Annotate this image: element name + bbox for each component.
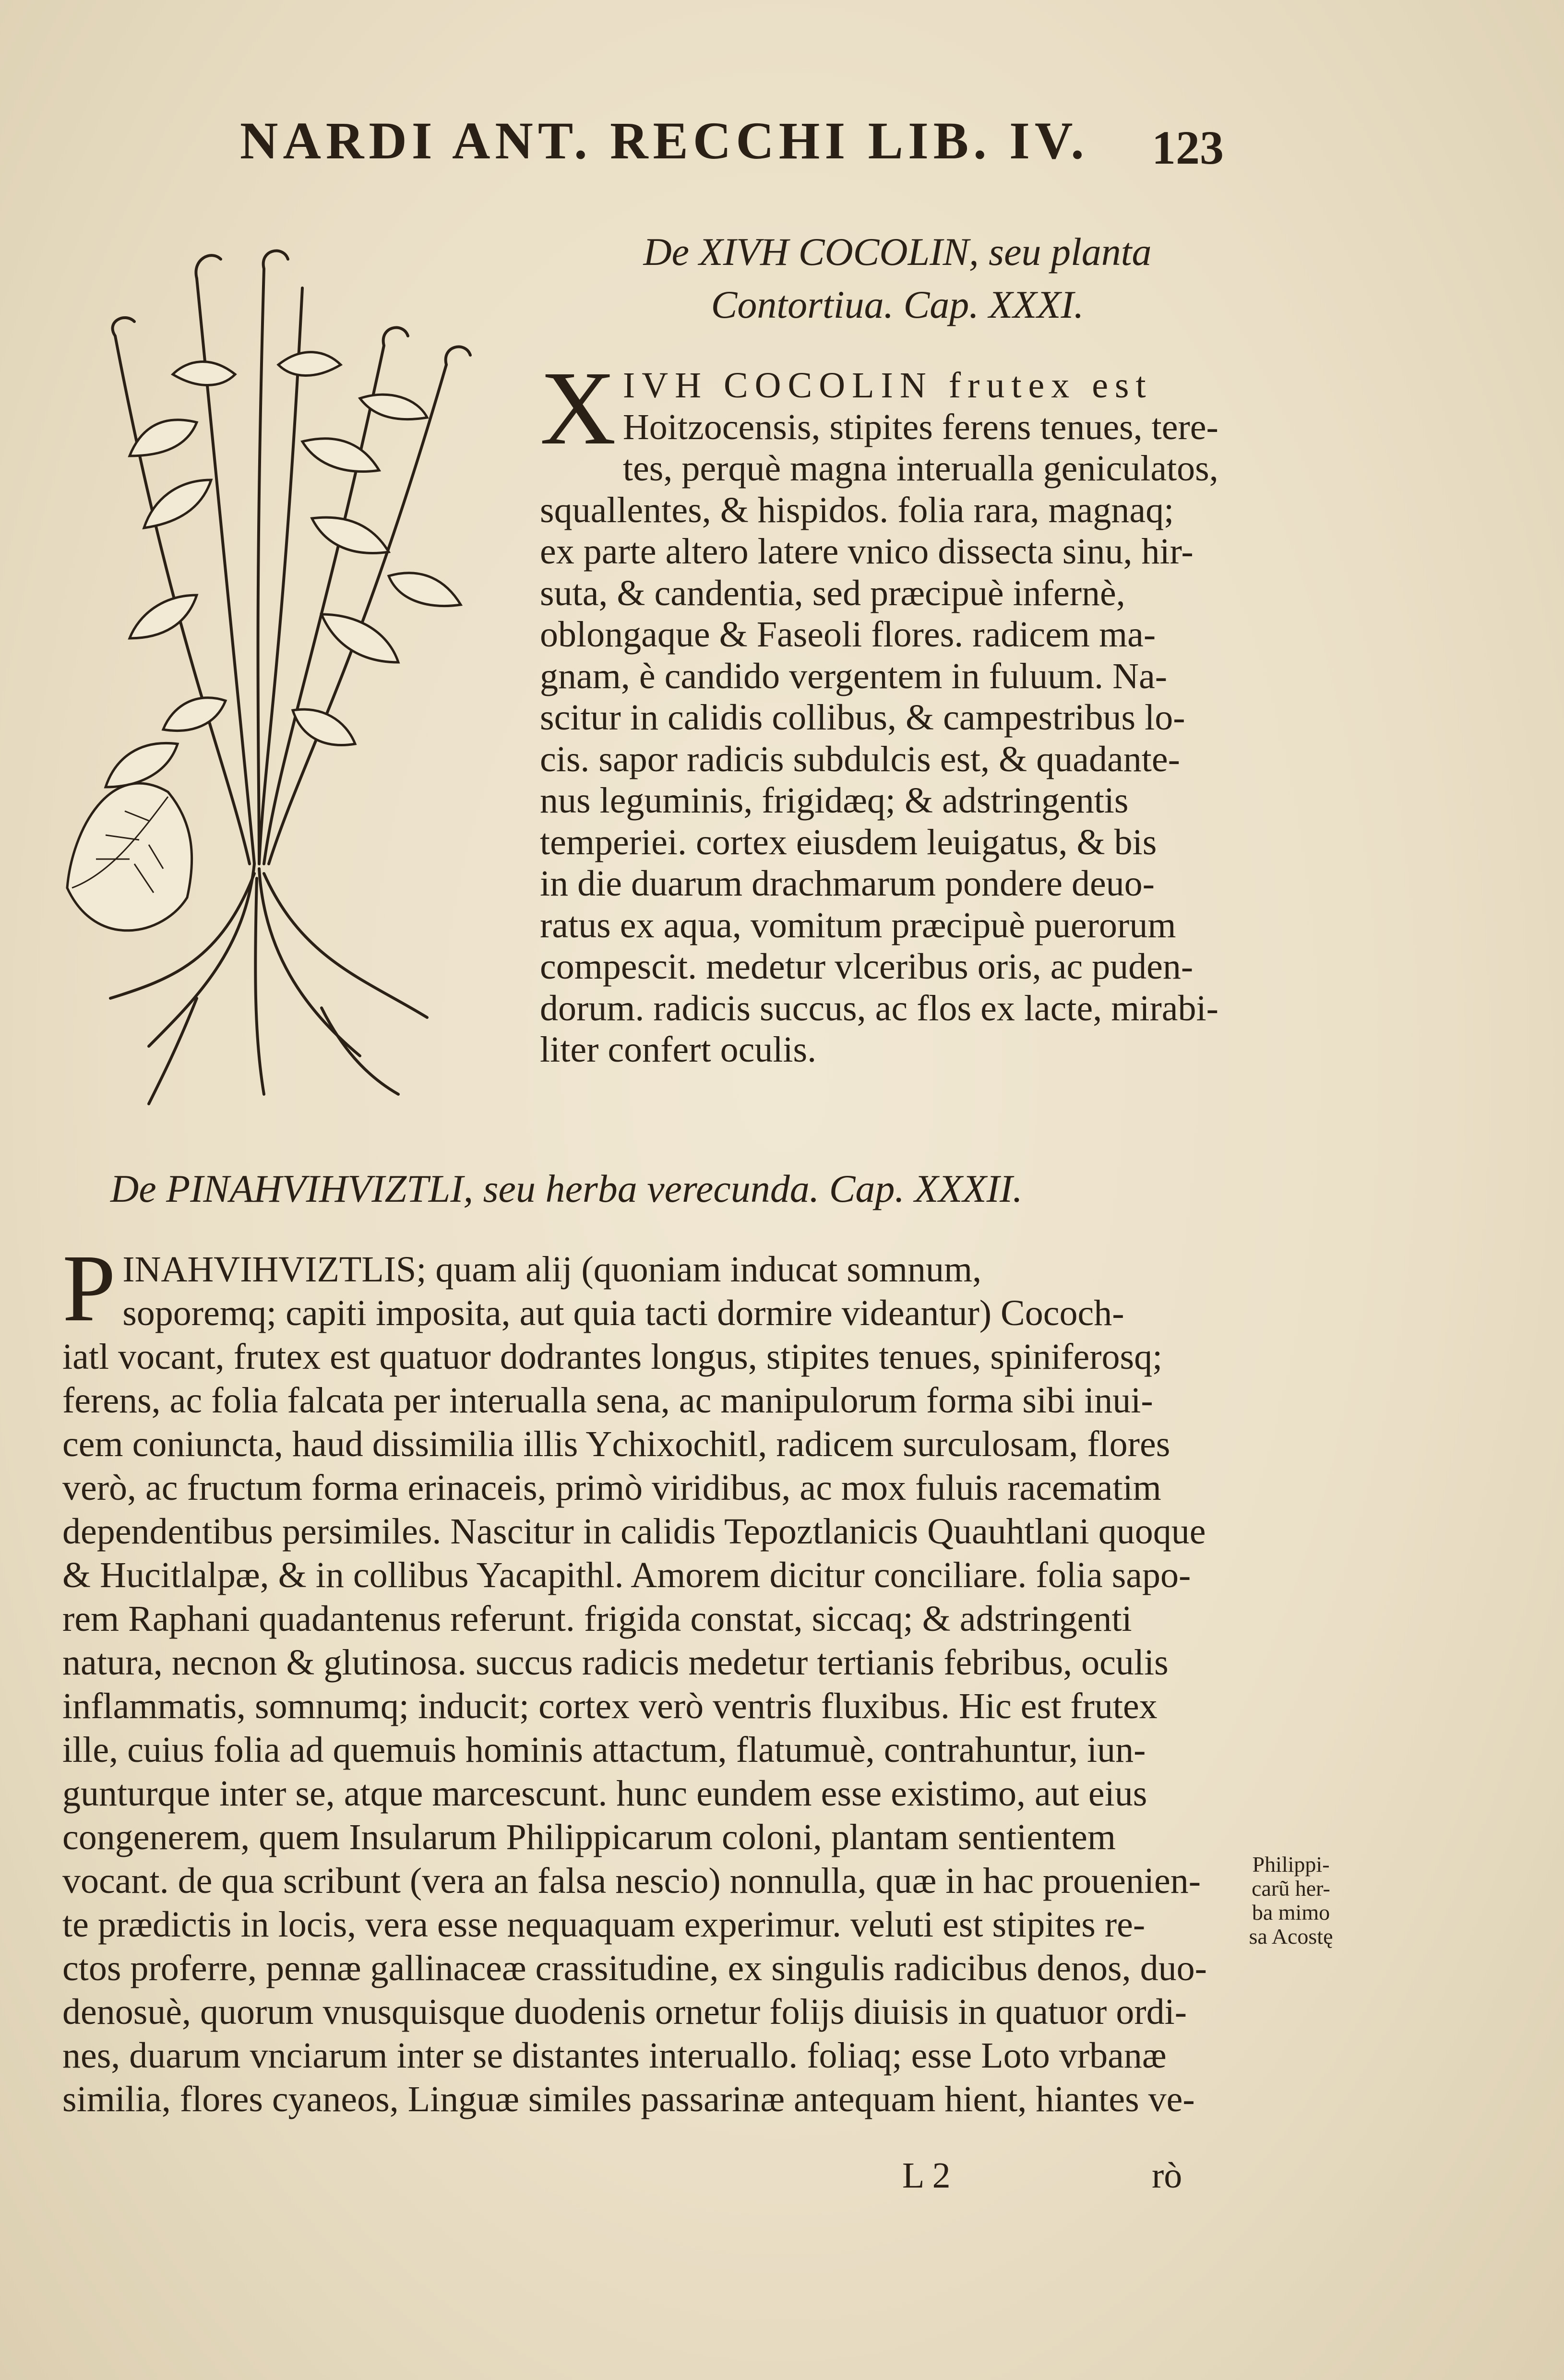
chapter-32-title: De PINAHVIHVIZTLI, seu herba verecunda. Cap. XXXII.	[110, 1167, 1023, 1210]
chapter-31-title	[566, 226, 1229, 331]
text-line: cem coniuncta, haud dissimilia illis Ychixochitl, radicem surculosam, flores	[62, 1424, 1170, 1464]
marginal-note-line: ba mimo	[1252, 1900, 1330, 1925]
text-line: verò, ac fructum forma erinaceis, primò viridibus, ac mox fuluis racematim	[62, 1468, 1161, 1508]
text-line: oblongaque & Faseoli flores. radicem ma-	[540, 614, 1156, 655]
text-line: te prædictis in locis, vera esse nequaquam experimur. veluti est stipites re-	[62, 1904, 1146, 1945]
signature-mark: L 2	[902, 2155, 951, 2196]
chapter-32-body	[62, 1235, 1229, 2121]
text-line: iatl vocant, frutex est quatuor dodrantes longus, stipites tenues, spiniferosq;	[62, 1337, 1163, 1377]
text-line: gnam, è candido vergentem in fuluum. Na-	[540, 656, 1168, 696]
chapter-31-title-line2: Contortiua. Cap. XXXI.	[711, 283, 1084, 326]
text-line: gunturque inter se, atque marcescunt. hunc eundem esse existimo, aut eius	[62, 1773, 1147, 1814]
text-line: scitur in calidis collibus, & campestribus lo-	[540, 697, 1185, 738]
text-line: ferens, ac folia falcata per interualla sena, ac manipulorum forma sibi inui-	[62, 1380, 1153, 1421]
text-line: congenerem, quem Insularum Philippicarum coloni, plantam sentientem	[62, 1817, 1116, 1857]
text-line: dependentibus persimiles. Nascitur in calidis Tepoztlanicis Quauhtlani quoque	[62, 1511, 1206, 1552]
text-line: similia, flores cyaneos, Linguæ similes passarinæ antequam hient, hiantes ve-	[62, 2079, 1195, 2119]
running-head: NARDI ANT. RECCHI LIB. IV.	[240, 111, 1089, 170]
text-line: ctos proferre, pennæ gallinaceæ crassitudine, ex singulis radicibus denos, duo-	[62, 1948, 1207, 1988]
text-line: inflammatis, somnumq; inducit; cortex verò ventris fluxibus. Hic est frutex	[62, 1686, 1158, 1726]
chapter-31-dropcap: X	[540, 349, 616, 466]
plant-woodcut-illustration	[53, 230, 509, 1123]
text-line: ex parte altero latere vnico dissecta sinu, hir-	[540, 531, 1194, 572]
text-line: liter confert oculis.	[540, 1029, 817, 1070]
text-line: rem Raphani quadantenus referunt. frigida constat, siccaq; & adstringenti	[62, 1599, 1132, 1639]
marginal-note	[1243, 1853, 1339, 1949]
chapter-31-title-line1: De XIVH COCOLIN, seu planta	[643, 230, 1152, 274]
text-line: denosuè, quorum vnusquisque duodenis ornetur folijs diuisis in quatuor ordi-	[62, 1992, 1187, 2032]
text-line: natura, necnon & glutinosa. succus radicis medetur tertianis febribus, oculis	[62, 1642, 1169, 1683]
text-line: in die duarum drachmarum pondere deuo-	[540, 863, 1155, 904]
text-line: nus leguminis, frigidæq; & adstringentis	[540, 780, 1129, 821]
marginal-note-line: carũ her-	[1252, 1876, 1330, 1901]
text-line: ille, cuius folia ad quemuis hominis attactum, flatumuè, contrahuntur, iun-	[62, 1730, 1146, 1770]
text-line: suta, & candentia, sed præcipuè infernè,	[540, 573, 1125, 613]
text-line: INAHVIHVIZTLIS; quam alij (quoniam inducat somnum,	[122, 1249, 982, 1290]
text-line: squallentes, & hispidos. folia rara, magnaq;	[540, 490, 1174, 530]
marginal-note-line: sa Acostę	[1249, 1924, 1333, 1949]
text-line: tes, perquè magna interualla geniculatos,	[622, 448, 1218, 489]
text-line: vocant. de qua scribunt (vera an falsa nescio) nonnulla, quæ in hac prouenien-	[62, 1861, 1201, 1901]
text-line: dorum. radicis succus, ac flos ex lacte, mirabi-	[540, 988, 1218, 1029]
chapter-31-body	[540, 349, 1226, 1071]
text-line: soporemq; capiti imposita, aut quia tacti dormire videantur) Cococh-	[122, 1293, 1124, 1333]
chapter-32-dropcap: P	[62, 1235, 116, 1341]
catchword: rò	[1152, 2155, 1182, 2196]
text-line: compescit. medetur vlceribus oris, ac puden-	[540, 946, 1194, 987]
marginal-note-line: Philippi-	[1252, 1852, 1330, 1877]
text-line: temperiei. cortex eiusdem leuigatus, & bis	[540, 822, 1157, 862]
text-line: Hoitzocensis, stipites ferens tenues, tere-	[622, 407, 1218, 447]
text-line: nes, duarum vnciarum inter se distantes interuallo. foliaq; esse Loto vrbanæ	[62, 2035, 1167, 2076]
text-line: & Hucitlalpæ, & in collibus Yacapithl. Amorem dicitur conciliare. folia sapo-	[62, 1555, 1191, 1595]
text-line: ratus ex aqua, vomitum præcipuè puerorum	[540, 905, 1176, 945]
text-line: cis. sapor radicis subdulcis est, & quadante-	[540, 739, 1180, 779]
text-line: IVH COCOLIN frutex est	[622, 365, 1153, 406]
page-number: 123	[1152, 121, 1224, 174]
